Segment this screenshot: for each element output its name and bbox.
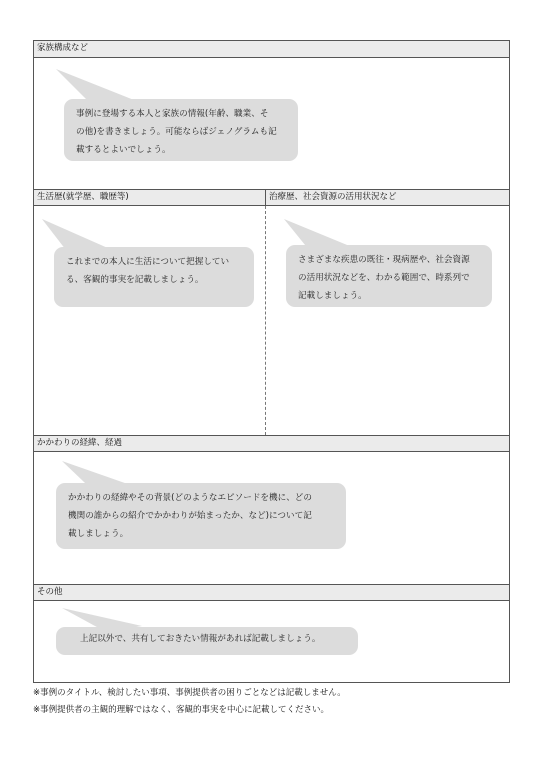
involvement-bubble[interactable] bbox=[56, 483, 346, 549]
involvement-bubble-line: かかわりの経緯やその背景(どのようなエピソードを機に、どの bbox=[68, 493, 312, 503]
header-divider bbox=[265, 190, 266, 205]
case-form bbox=[33, 40, 510, 683]
involvement-bubble-line: 載しましょう。 bbox=[68, 529, 129, 539]
history-header-label: 生活歴(就学歴、職歴等) bbox=[37, 192, 129, 202]
footnote: ※事例のタイトル、検討したい事項、事例提供者の困りごとなどは記載しません。 bbox=[33, 688, 346, 698]
medical-header-label: 治療歴、社会資源の活用状況など bbox=[269, 192, 397, 202]
other-bubble[interactable] bbox=[56, 627, 358, 655]
other-header bbox=[34, 584, 509, 601]
family-bubble-line: 載するとよいでしょう。 bbox=[76, 145, 171, 155]
family-bubble-line: の他)を書きましょう。可能ならばジェノグラムも記 bbox=[76, 127, 277, 137]
family-header-label: 家族構成など bbox=[37, 43, 89, 53]
footnote: ※事例提供者の主観的理解ではなく、客観的事実を中心に記載してください。 bbox=[33, 705, 329, 715]
other-bubble-line: 上記以外で、共有しておきたい情報があれば記載しましょう。 bbox=[80, 634, 321, 644]
medical-bubble-line: の活用状況などを、わかる範囲で、時系列で bbox=[298, 273, 470, 283]
history-bubble-line: る、客観的事実を記載しましょう。 bbox=[66, 275, 204, 285]
family-header bbox=[34, 41, 509, 58]
involvement-header bbox=[34, 435, 509, 452]
column-divider bbox=[265, 206, 266, 435]
involvement-header-label: かかわりの経緯、経過 bbox=[37, 438, 123, 448]
family-bubble-line: 事例に登場する本人と家族の情報(年齢、職業、そ bbox=[76, 109, 269, 119]
history-medical-header bbox=[34, 189, 509, 206]
family-bubble[interactable] bbox=[64, 99, 298, 161]
involvement-bubble-line: 機関の誰からの紹介でかかわりが始まったか、など)について記 bbox=[68, 511, 312, 521]
history-bubble[interactable] bbox=[54, 247, 254, 307]
medical-bubble-line: さまざまな疾患の既往・現病歴や、社会資源 bbox=[298, 255, 470, 265]
medical-bubble-line: 記載しましょう。 bbox=[298, 291, 367, 301]
history-bubble-line: これまでの本人に生活について把握してい bbox=[66, 257, 230, 267]
medical-bubble[interactable] bbox=[286, 245, 492, 307]
other-header-label: その他 bbox=[37, 587, 63, 597]
